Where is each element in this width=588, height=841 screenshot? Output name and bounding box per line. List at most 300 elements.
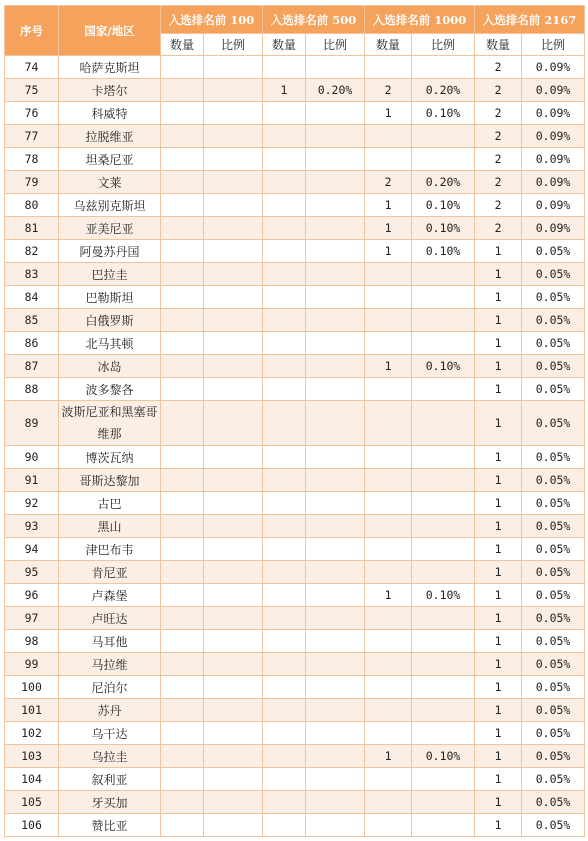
- count-top1000: [365, 286, 412, 309]
- ratio-top500: [306, 309, 365, 332]
- ratio-top2167: 0.05%: [522, 676, 585, 699]
- count-top500: [263, 125, 306, 148]
- table-row: [5, 56, 585, 79]
- ratio-top1000: 0.10%: [412, 584, 475, 607]
- ratio-top500: [306, 171, 365, 194]
- ratio-top500: [306, 630, 365, 653]
- ratio-top100: [204, 630, 263, 653]
- count-top2167: 1: [475, 607, 522, 630]
- count-top500: [263, 814, 306, 837]
- count-top500: [263, 171, 306, 194]
- count-top1000: 2: [365, 79, 412, 102]
- ratio-top100: [204, 355, 263, 378]
- ratio-top1000: 0.10%: [412, 355, 475, 378]
- ratio-top500: [306, 722, 365, 745]
- ratio-top100: [204, 378, 263, 401]
- country-name: 白俄罗斯: [59, 309, 161, 332]
- ratio-top100: [204, 446, 263, 469]
- ratio-top1000: [412, 814, 475, 837]
- group-header-top100: 入选排名前 100: [161, 6, 263, 34]
- ratio-top2167: 0.05%: [522, 699, 585, 722]
- ratio-top2167: 0.09%: [522, 217, 585, 240]
- count-top1000: [365, 699, 412, 722]
- country-name: 巴勒斯坦: [59, 286, 161, 309]
- count-top2167: 1: [475, 745, 522, 768]
- count-top100: [161, 653, 204, 676]
- count-top2167: 1: [475, 561, 522, 584]
- row-index: 94: [5, 538, 59, 561]
- country-name: 卡塔尔: [59, 79, 161, 102]
- count-top100: [161, 194, 204, 217]
- count-top1000: 1: [365, 240, 412, 263]
- ratio-top2167: 0.05%: [522, 446, 585, 469]
- ratio-top1000: [412, 791, 475, 814]
- count-top2167: 1: [475, 791, 522, 814]
- ratio-top100: [204, 263, 263, 286]
- ratio-top500: [306, 355, 365, 378]
- table-row: [5, 286, 585, 309]
- ratio-top100: [204, 217, 263, 240]
- row-index: 96: [5, 584, 59, 607]
- row-index: 92: [5, 492, 59, 515]
- row-index: 81: [5, 217, 59, 240]
- table-row: [5, 240, 585, 263]
- ratio-top100: [204, 102, 263, 125]
- count-top2167: 1: [475, 263, 522, 286]
- ratio-top500: [306, 699, 365, 722]
- ratio-top500: [306, 332, 365, 355]
- count-top1000: [365, 492, 412, 515]
- count-top1000: 1: [365, 745, 412, 768]
- count-top100: [161, 309, 204, 332]
- count-top100: [161, 332, 204, 355]
- row-index: 91: [5, 469, 59, 492]
- count-top2167: 2: [475, 79, 522, 102]
- count-top2167: 2: [475, 148, 522, 171]
- ratio-top500: [306, 607, 365, 630]
- count-top500: [263, 378, 306, 401]
- count-top2167: 1: [475, 515, 522, 538]
- count-top1000: [365, 446, 412, 469]
- ratio-top1000: [412, 653, 475, 676]
- count-top2167: 1: [475, 630, 522, 653]
- count-top100: [161, 814, 204, 837]
- table-row: [5, 79, 585, 102]
- count-top500: [263, 699, 306, 722]
- country-name: 牙买加: [59, 791, 161, 814]
- table-body: [5, 56, 585, 837]
- ratio-top100: [204, 469, 263, 492]
- count-top500: [263, 194, 306, 217]
- ratio-top500: [306, 745, 365, 768]
- table-row: [5, 561, 585, 584]
- count-top500: [263, 722, 306, 745]
- column-header-index: 序号: [5, 6, 59, 56]
- count-top500: [263, 332, 306, 355]
- count-top1000: [365, 630, 412, 653]
- table-row: [5, 492, 585, 515]
- count-top2167: 2: [475, 102, 522, 125]
- ratio-top1000: [412, 332, 475, 355]
- count-top100: [161, 378, 204, 401]
- ratio-top2167: 0.05%: [522, 286, 585, 309]
- table-row: [5, 630, 585, 653]
- subheader-ratio: 比例: [522, 34, 585, 56]
- country-name: 拉脱维亚: [59, 125, 161, 148]
- count-top1000: [365, 722, 412, 745]
- row-index: 83: [5, 263, 59, 286]
- count-top100: [161, 355, 204, 378]
- count-top100: [161, 263, 204, 286]
- count-top2167: 1: [475, 355, 522, 378]
- table-header: [5, 6, 585, 56]
- count-top2167: 1: [475, 401, 522, 446]
- ratio-top2167: 0.05%: [522, 791, 585, 814]
- count-top100: [161, 538, 204, 561]
- ratio-top100: [204, 768, 263, 791]
- ratio-top2167: 0.09%: [522, 56, 585, 79]
- count-top2167: 2: [475, 194, 522, 217]
- count-top100: [161, 630, 204, 653]
- country-name: 古巴: [59, 492, 161, 515]
- country-name: 巴拉圭: [59, 263, 161, 286]
- count-top1000: [365, 515, 412, 538]
- count-top100: [161, 102, 204, 125]
- count-top500: [263, 538, 306, 561]
- count-top1000: 1: [365, 102, 412, 125]
- ratio-top2167: 0.05%: [522, 745, 585, 768]
- ratio-top500: [306, 217, 365, 240]
- ratio-top2167: 0.09%: [522, 102, 585, 125]
- ratio-top100: [204, 584, 263, 607]
- ratio-top500: [306, 125, 365, 148]
- row-index: 100: [5, 676, 59, 699]
- ratio-top500: [306, 286, 365, 309]
- ratio-top1000: [412, 492, 475, 515]
- count-top500: [263, 561, 306, 584]
- table-row: [5, 607, 585, 630]
- table-row: [5, 699, 585, 722]
- count-top500: [263, 676, 306, 699]
- ratio-top100: [204, 814, 263, 837]
- ratio-top1000: [412, 469, 475, 492]
- count-top100: [161, 561, 204, 584]
- row-index: 93: [5, 515, 59, 538]
- count-top1000: 1: [365, 194, 412, 217]
- table-row: [5, 102, 585, 125]
- country-name: 阿曼苏丹国: [59, 240, 161, 263]
- row-index: 89: [5, 401, 59, 446]
- count-top500: [263, 745, 306, 768]
- count-top500: [263, 401, 306, 446]
- table-row: [5, 378, 585, 401]
- ratio-top500: [306, 768, 365, 791]
- column-header-region: 国家/地区: [59, 6, 161, 56]
- ratio-top1000: 0.10%: [412, 745, 475, 768]
- count-top500: 1: [263, 79, 306, 102]
- country-name: 文莱: [59, 171, 161, 194]
- count-top1000: [365, 469, 412, 492]
- row-index: 101: [5, 699, 59, 722]
- row-index: 106: [5, 814, 59, 837]
- ratio-top1000: [412, 538, 475, 561]
- country-name: 叙利亚: [59, 768, 161, 791]
- ratio-top1000: 0.10%: [412, 102, 475, 125]
- ratio-top1000: [412, 378, 475, 401]
- table-row: [5, 791, 585, 814]
- ratio-top100: [204, 401, 263, 446]
- count-top1000: [365, 332, 412, 355]
- subheader-count: 数量: [475, 34, 522, 56]
- country-name: 尼泊尔: [59, 676, 161, 699]
- count-top500: [263, 309, 306, 332]
- ratio-top2167: 0.05%: [522, 722, 585, 745]
- ratio-top100: [204, 791, 263, 814]
- count-top100: [161, 217, 204, 240]
- ratio-top2167: 0.09%: [522, 171, 585, 194]
- count-top2167: 1: [475, 584, 522, 607]
- count-top500: [263, 768, 306, 791]
- count-top100: [161, 125, 204, 148]
- count-top2167: 1: [475, 538, 522, 561]
- country-name: 苏丹: [59, 699, 161, 722]
- ratio-top500: [306, 814, 365, 837]
- ratio-top1000: [412, 630, 475, 653]
- ratio-top500: [306, 515, 365, 538]
- row-index: 90: [5, 446, 59, 469]
- ratio-top2167: 0.09%: [522, 125, 585, 148]
- count-top500: [263, 607, 306, 630]
- country-name: 马耳他: [59, 630, 161, 653]
- count-top100: [161, 446, 204, 469]
- ratio-top1000: [412, 56, 475, 79]
- table-row: [5, 814, 585, 837]
- table-row: [5, 722, 585, 745]
- row-index: 98: [5, 630, 59, 653]
- country-name: 哥斯达黎加: [59, 469, 161, 492]
- country-name: 冰岛: [59, 355, 161, 378]
- ratio-top2167: 0.09%: [522, 79, 585, 102]
- table-row: [5, 125, 585, 148]
- ratio-top2167: 0.05%: [522, 515, 585, 538]
- ratio-top500: [306, 561, 365, 584]
- count-top500: [263, 240, 306, 263]
- count-top2167: 2: [475, 56, 522, 79]
- count-top1000: 1: [365, 217, 412, 240]
- count-top2167: 2: [475, 171, 522, 194]
- row-index: 80: [5, 194, 59, 217]
- ratio-top2167: 0.05%: [522, 378, 585, 401]
- count-top2167: 1: [475, 446, 522, 469]
- count-top2167: 1: [475, 699, 522, 722]
- table-row: [5, 446, 585, 469]
- ratio-top100: [204, 171, 263, 194]
- row-index: 102: [5, 722, 59, 745]
- table-row: [5, 401, 585, 446]
- ratio-top100: [204, 676, 263, 699]
- count-top1000: [365, 263, 412, 286]
- ratio-top2167: 0.05%: [522, 538, 585, 561]
- table-row: [5, 332, 585, 355]
- subheader-count: 数量: [365, 34, 412, 56]
- country-name: 乌兹别克斯坦: [59, 194, 161, 217]
- country-name: 波多黎各: [59, 378, 161, 401]
- table-row: [5, 263, 585, 286]
- count-top2167: 1: [475, 768, 522, 791]
- count-top100: [161, 584, 204, 607]
- ratio-top1000: [412, 401, 475, 446]
- count-top100: [161, 469, 204, 492]
- ratio-top100: [204, 653, 263, 676]
- ratio-top1000: [412, 148, 475, 171]
- group-header-top2167: 入选排名前 2167: [475, 6, 585, 34]
- country-name: 科威特: [59, 102, 161, 125]
- count-top100: [161, 515, 204, 538]
- count-top1000: [365, 561, 412, 584]
- ratio-top1000: 0.20%: [412, 171, 475, 194]
- count-top100: [161, 240, 204, 263]
- ratio-top100: [204, 332, 263, 355]
- ratio-top100: [204, 148, 263, 171]
- ratio-top2167: 0.05%: [522, 240, 585, 263]
- ratio-top100: [204, 607, 263, 630]
- count-top1000: [365, 791, 412, 814]
- table-row: [5, 584, 585, 607]
- table-row: [5, 515, 585, 538]
- ratio-top1000: [412, 515, 475, 538]
- table-row: [5, 469, 585, 492]
- ranking-table: [4, 5, 585, 837]
- table-row: [5, 194, 585, 217]
- count-top1000: [365, 148, 412, 171]
- ratio-top2167: 0.05%: [522, 332, 585, 355]
- ratio-top500: [306, 469, 365, 492]
- ratio-top500: [306, 148, 365, 171]
- ratio-top2167: 0.05%: [522, 263, 585, 286]
- row-index: 85: [5, 309, 59, 332]
- ratio-top100: [204, 699, 263, 722]
- count-top100: [161, 607, 204, 630]
- row-index: 88: [5, 378, 59, 401]
- count-top2167: 1: [475, 814, 522, 837]
- table-row: [5, 309, 585, 332]
- table-row: [5, 355, 585, 378]
- table-row: [5, 676, 585, 699]
- ratio-top1000: [412, 722, 475, 745]
- country-name: 博茨瓦纳: [59, 446, 161, 469]
- country-name: 亚美尼亚: [59, 217, 161, 240]
- count-top100: [161, 768, 204, 791]
- country-name: 马拉维: [59, 653, 161, 676]
- count-top2167: 1: [475, 332, 522, 355]
- row-index: 76: [5, 102, 59, 125]
- ratio-top2167: 0.05%: [522, 653, 585, 676]
- ratio-top500: [306, 492, 365, 515]
- table-row: [5, 217, 585, 240]
- table-row: [5, 171, 585, 194]
- ratio-top1000: [412, 768, 475, 791]
- table-row: [5, 538, 585, 561]
- ratio-top100: [204, 240, 263, 263]
- table-row: [5, 653, 585, 676]
- ratio-top1000: [412, 607, 475, 630]
- ratio-top500: [306, 378, 365, 401]
- ratio-top1000: 0.10%: [412, 217, 475, 240]
- country-name: 卢旺达: [59, 607, 161, 630]
- country-name: 波斯尼亚和黑塞哥维那: [59, 401, 161, 446]
- row-index: 97: [5, 607, 59, 630]
- ratio-top100: [204, 125, 263, 148]
- ratio-top500: [306, 401, 365, 446]
- ratio-top1000: [412, 263, 475, 286]
- count-top500: [263, 56, 306, 79]
- count-top500: [263, 515, 306, 538]
- count-top100: [161, 722, 204, 745]
- count-top2167: 1: [475, 240, 522, 263]
- count-top100: [161, 286, 204, 309]
- count-top2167: 1: [475, 286, 522, 309]
- ratio-top500: [306, 584, 365, 607]
- count-top500: [263, 653, 306, 676]
- group-header-top500: 入选排名前 500: [263, 6, 365, 34]
- count-top2167: 1: [475, 469, 522, 492]
- count-top500: [263, 102, 306, 125]
- count-top500: [263, 286, 306, 309]
- ratio-top2167: 0.05%: [522, 401, 585, 446]
- country-name: 乌干达: [59, 722, 161, 745]
- ratio-top500: [306, 791, 365, 814]
- count-top500: [263, 469, 306, 492]
- row-index: 103: [5, 745, 59, 768]
- count-top2167: 1: [475, 378, 522, 401]
- country-name: 肯尼亚: [59, 561, 161, 584]
- ratio-top500: [306, 676, 365, 699]
- country-name: 乌拉圭: [59, 745, 161, 768]
- ratio-top2167: 0.05%: [522, 355, 585, 378]
- ratio-top1000: [412, 309, 475, 332]
- ratio-top2167: 0.09%: [522, 194, 585, 217]
- count-top1000: [365, 309, 412, 332]
- count-top100: [161, 791, 204, 814]
- count-top500: [263, 584, 306, 607]
- count-top1000: [365, 653, 412, 676]
- count-top100: [161, 676, 204, 699]
- row-index: 95: [5, 561, 59, 584]
- count-top2167: 1: [475, 676, 522, 699]
- count-top1000: [365, 676, 412, 699]
- count-top1000: 1: [365, 355, 412, 378]
- country-name: 坦桑尼亚: [59, 148, 161, 171]
- count-top1000: [365, 607, 412, 630]
- ratio-top100: [204, 56, 263, 79]
- ratio-top2167: 0.05%: [522, 584, 585, 607]
- ratio-top1000: [412, 125, 475, 148]
- count-top100: [161, 79, 204, 102]
- ratio-top1000: [412, 446, 475, 469]
- group-header-top1000: 入选排名前 1000: [365, 6, 475, 34]
- row-index: 104: [5, 768, 59, 791]
- ratio-top100: [204, 79, 263, 102]
- ratio-top100: [204, 309, 263, 332]
- ratio-top100: [204, 745, 263, 768]
- count-top500: [263, 492, 306, 515]
- count-top1000: [365, 538, 412, 561]
- ratio-top100: [204, 194, 263, 217]
- count-top2167: 2: [475, 125, 522, 148]
- count-top100: [161, 56, 204, 79]
- subheader-ratio: 比例: [204, 34, 263, 56]
- count-top500: [263, 263, 306, 286]
